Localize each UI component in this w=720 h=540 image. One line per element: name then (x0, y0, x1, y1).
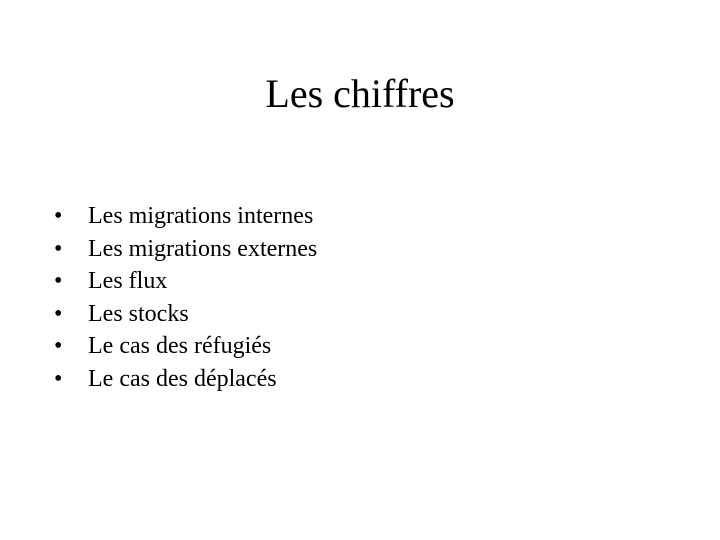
bullet-icon: • (54, 203, 63, 229)
bullet-icon: • (54, 333, 63, 359)
list-item (54, 298, 674, 331)
bullet-text: Les migrations externes (88, 235, 318, 262)
list-item (54, 200, 674, 233)
bullet-text: Les stocks (88, 300, 189, 327)
bullet-list (54, 200, 674, 395)
bullet-icon: • (54, 268, 63, 294)
list-item (54, 233, 674, 266)
bullet-text: Le cas des réfugiés (88, 333, 272, 359)
list-item (54, 330, 674, 363)
bullet-icon: • (54, 365, 63, 392)
bullet-text: Les migrations internes (88, 203, 314, 229)
bullet-text: Les flux (88, 268, 168, 294)
list-item (54, 265, 674, 298)
list-item (54, 363, 674, 396)
bullet-text: Le cas des déplacés (88, 365, 277, 392)
bullet-icon: • (54, 235, 63, 262)
slide-title: Les chiffres (265, 71, 455, 116)
bullet-icon: • (54, 300, 63, 327)
